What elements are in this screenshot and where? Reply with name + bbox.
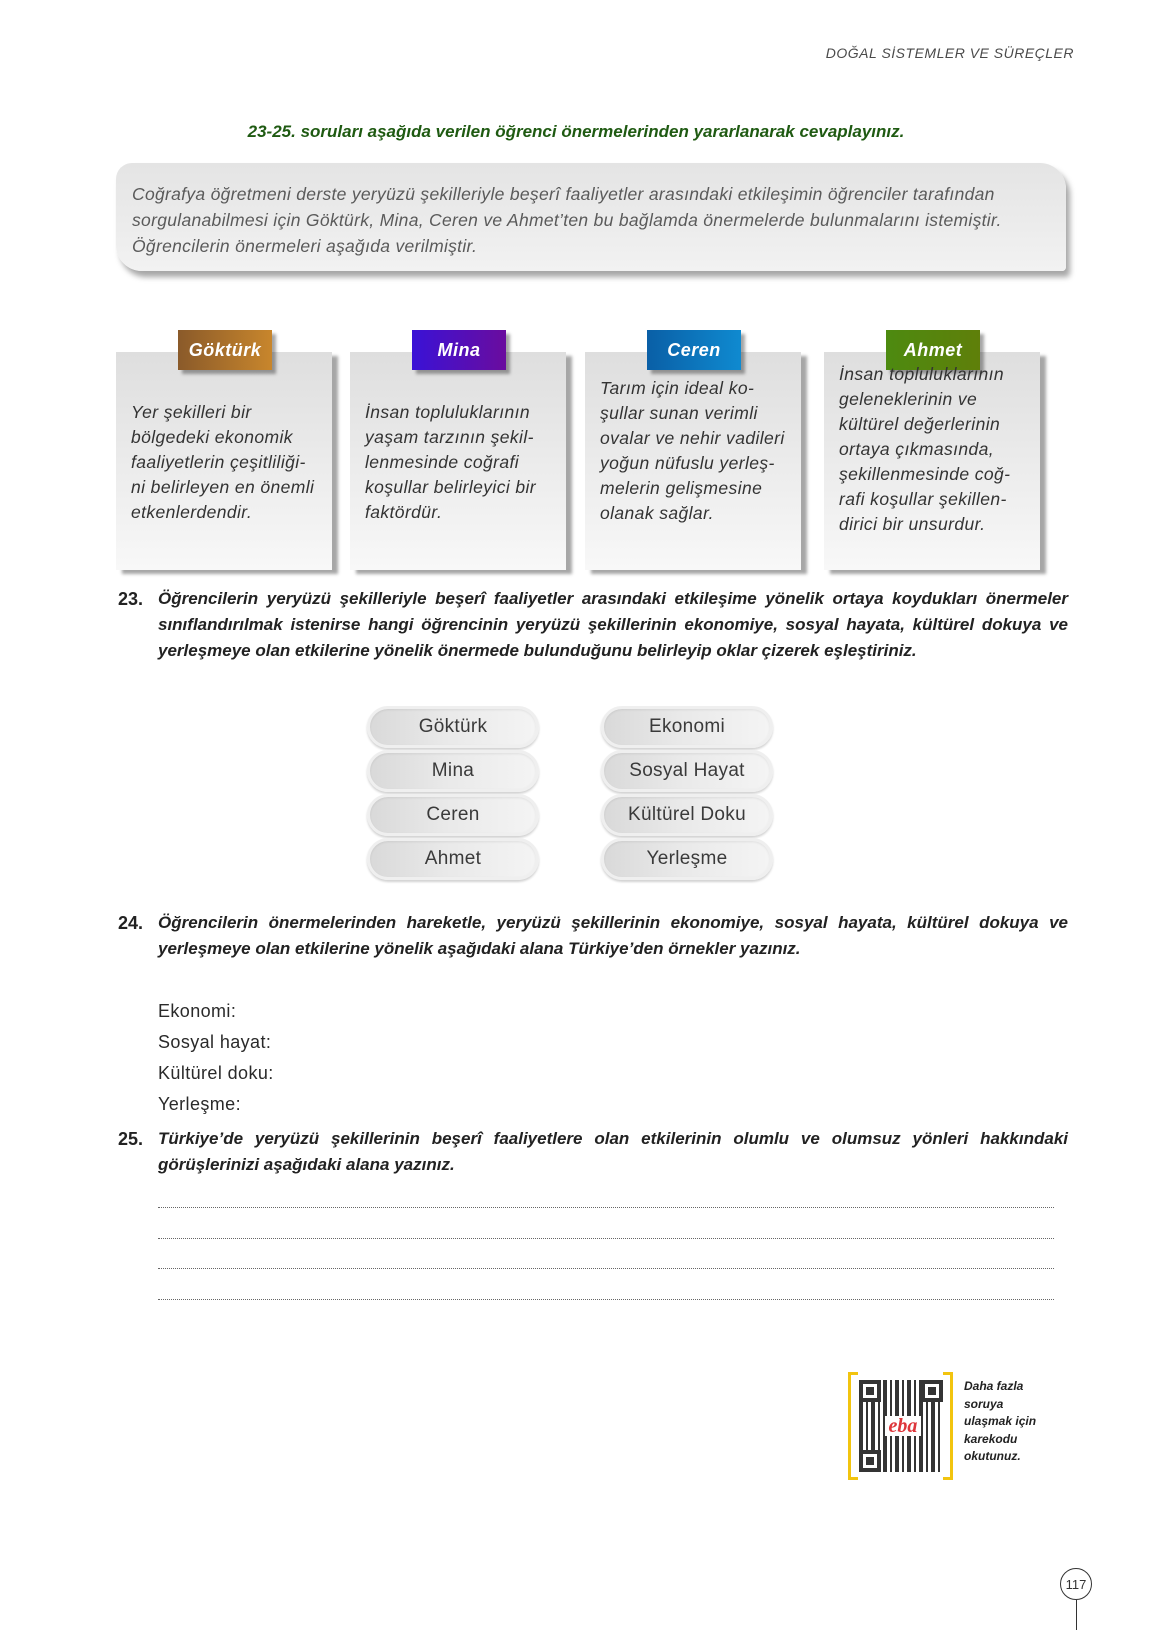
card-text: Tarım için ideal ko- şullar sunan verimli ovalar ve nehir vadileri yoğun nüfuslu yerleş- melerin gelişmesine olanak sağlar.: [600, 378, 785, 523]
answer-line[interactable]: [158, 1299, 1054, 1300]
match-left-item[interactable]: Göktürk: [367, 706, 539, 748]
field-settlement[interactable]: Yerleşme:: [158, 1094, 241, 1114]
question-text: Öğrencilerin yeryüzü şekilleriyle beşerî faaliyetler arasındaki etkileşime yönelik ortaya koydukları önermeler sınıflandırılmak istenirse hangi öğrencinin yeryüzü şekillerinin ekonomiye, sosyal hayata, kültürel dokuya ve yerleşmeye olan etkilerine yönelik önermede bulunduğunu belirleyip oklar çizerek eşleştiriniz.: [158, 589, 1068, 660]
intro-text: Coğrafya öğretmeni derste yeryüzü şekilleriyle beşerî faaliyetler arasındaki etkileşimin öğrenciler tarafından sorgulanabilmesi için Göktürk, Mina, Ceren ve Ahmet’ten bu bağlamda önermelerde bulunmalarını istemiştir. Öğrencilerin önermeleri aşağıda verilmiştir.: [132, 184, 1002, 256]
question-number: 25.: [118, 1129, 144, 1149]
card-mina: [350, 339, 566, 570]
card-ahmet: [824, 339, 1040, 570]
qr-finder-icon: [921, 1380, 943, 1402]
eba-logo-icon: eba: [885, 1416, 921, 1436]
card-text: Yer şekilleri bir bölgedeki ekonomik faaliyetlerin çeşitliliği- ni belirleyen en önemli etkenlerdendir.: [131, 402, 315, 522]
section-title: DOĞAL SİSTEMLER VE SÜREÇLER: [825, 45, 1074, 61]
qr-finder-icon: [859, 1380, 881, 1402]
card-text: İnsan topluluklarının yaşam tarzının şekil- lenmesinde coğrafi koşullar belirleyici bir faktördür.: [365, 402, 537, 522]
match-right-item[interactable]: Yerleşme: [601, 838, 773, 880]
field-cultural-texture[interactable]: Kültürel doku:: [158, 1063, 274, 1083]
match-left-item[interactable]: Ceren: [367, 794, 539, 836]
match-left-item[interactable]: Mina: [367, 750, 539, 792]
question-text: Türkiye’de yeryüzü şekillerinin beşerî faaliyetlere olan etkilerinin olumlu ve olumsuz yönleri hakkındaki görüşlerinizi aşağıdaki alana yazınız.: [158, 1129, 1068, 1174]
question-number: 23.: [118, 589, 144, 609]
card-text: İnsan topluluklarının geleneklerinin ve kültürel değerlerinin ortaya çıkmasında, şekillenmesinde coğ- rafi koşullar şekillen- dirici bir unsurdur.: [839, 364, 1011, 534]
student-cards: [0, 330, 1152, 580]
page-number: 117: [1060, 1568, 1092, 1600]
field-economy[interactable]: Ekonomi:: [158, 1001, 237, 1021]
match-right-item[interactable]: Sosyal Hayat: [601, 750, 773, 792]
qr-block: [848, 1372, 1088, 1486]
match-right-item[interactable]: Ekonomi: [601, 706, 773, 748]
answer-line[interactable]: [158, 1207, 1054, 1208]
match-right-item[interactable]: Kültürel Doku: [601, 794, 773, 836]
match-left-item[interactable]: Ahmet: [367, 838, 539, 880]
intro-box: [116, 163, 1066, 271]
answer-line[interactable]: [158, 1268, 1054, 1269]
question-24: [118, 910, 1068, 962]
question-number: 24.: [118, 913, 144, 933]
qr-bracket-left: [848, 1372, 858, 1480]
qr-finder-icon: [859, 1450, 881, 1472]
qr-code-icon[interactable]: [859, 1380, 943, 1472]
card-ceren: [585, 339, 801, 570]
card-gokturk: [116, 339, 332, 570]
qr-caption: Daha fazla soruya ulaşmak için karekodu okutunuz.: [964, 1379, 1037, 1463]
question-text: Öğrencilerin önermelerinden hareketle, yeryüzü şekillerinin ekonomiye, sosyal hayata, kültürel dokuya ve yerleşmeye olan etkilerine yönelik aşağıdaki alana Türkiye’den örnekler yazınız.: [158, 913, 1068, 958]
page-number-line: [1076, 1600, 1077, 1630]
card-tag: Ahmet: [886, 330, 980, 370]
answer-line[interactable]: [158, 1238, 1054, 1239]
field-social-life[interactable]: Sosyal hayat:: [158, 1032, 272, 1052]
card-tag: Göktürk: [178, 330, 272, 370]
card-tag: Mina: [412, 330, 506, 370]
question-25: [118, 1126, 1068, 1178]
qr-bracket-right: [943, 1372, 953, 1480]
question-23: [118, 586, 1068, 664]
instruction-heading: 23-25. soruları aşağıda verilen öğrenci önermelerinden yararlanarak cevaplayınız.: [247, 122, 905, 141]
answer-fields: [158, 996, 274, 1120]
card-tag: Ceren: [647, 330, 741, 370]
